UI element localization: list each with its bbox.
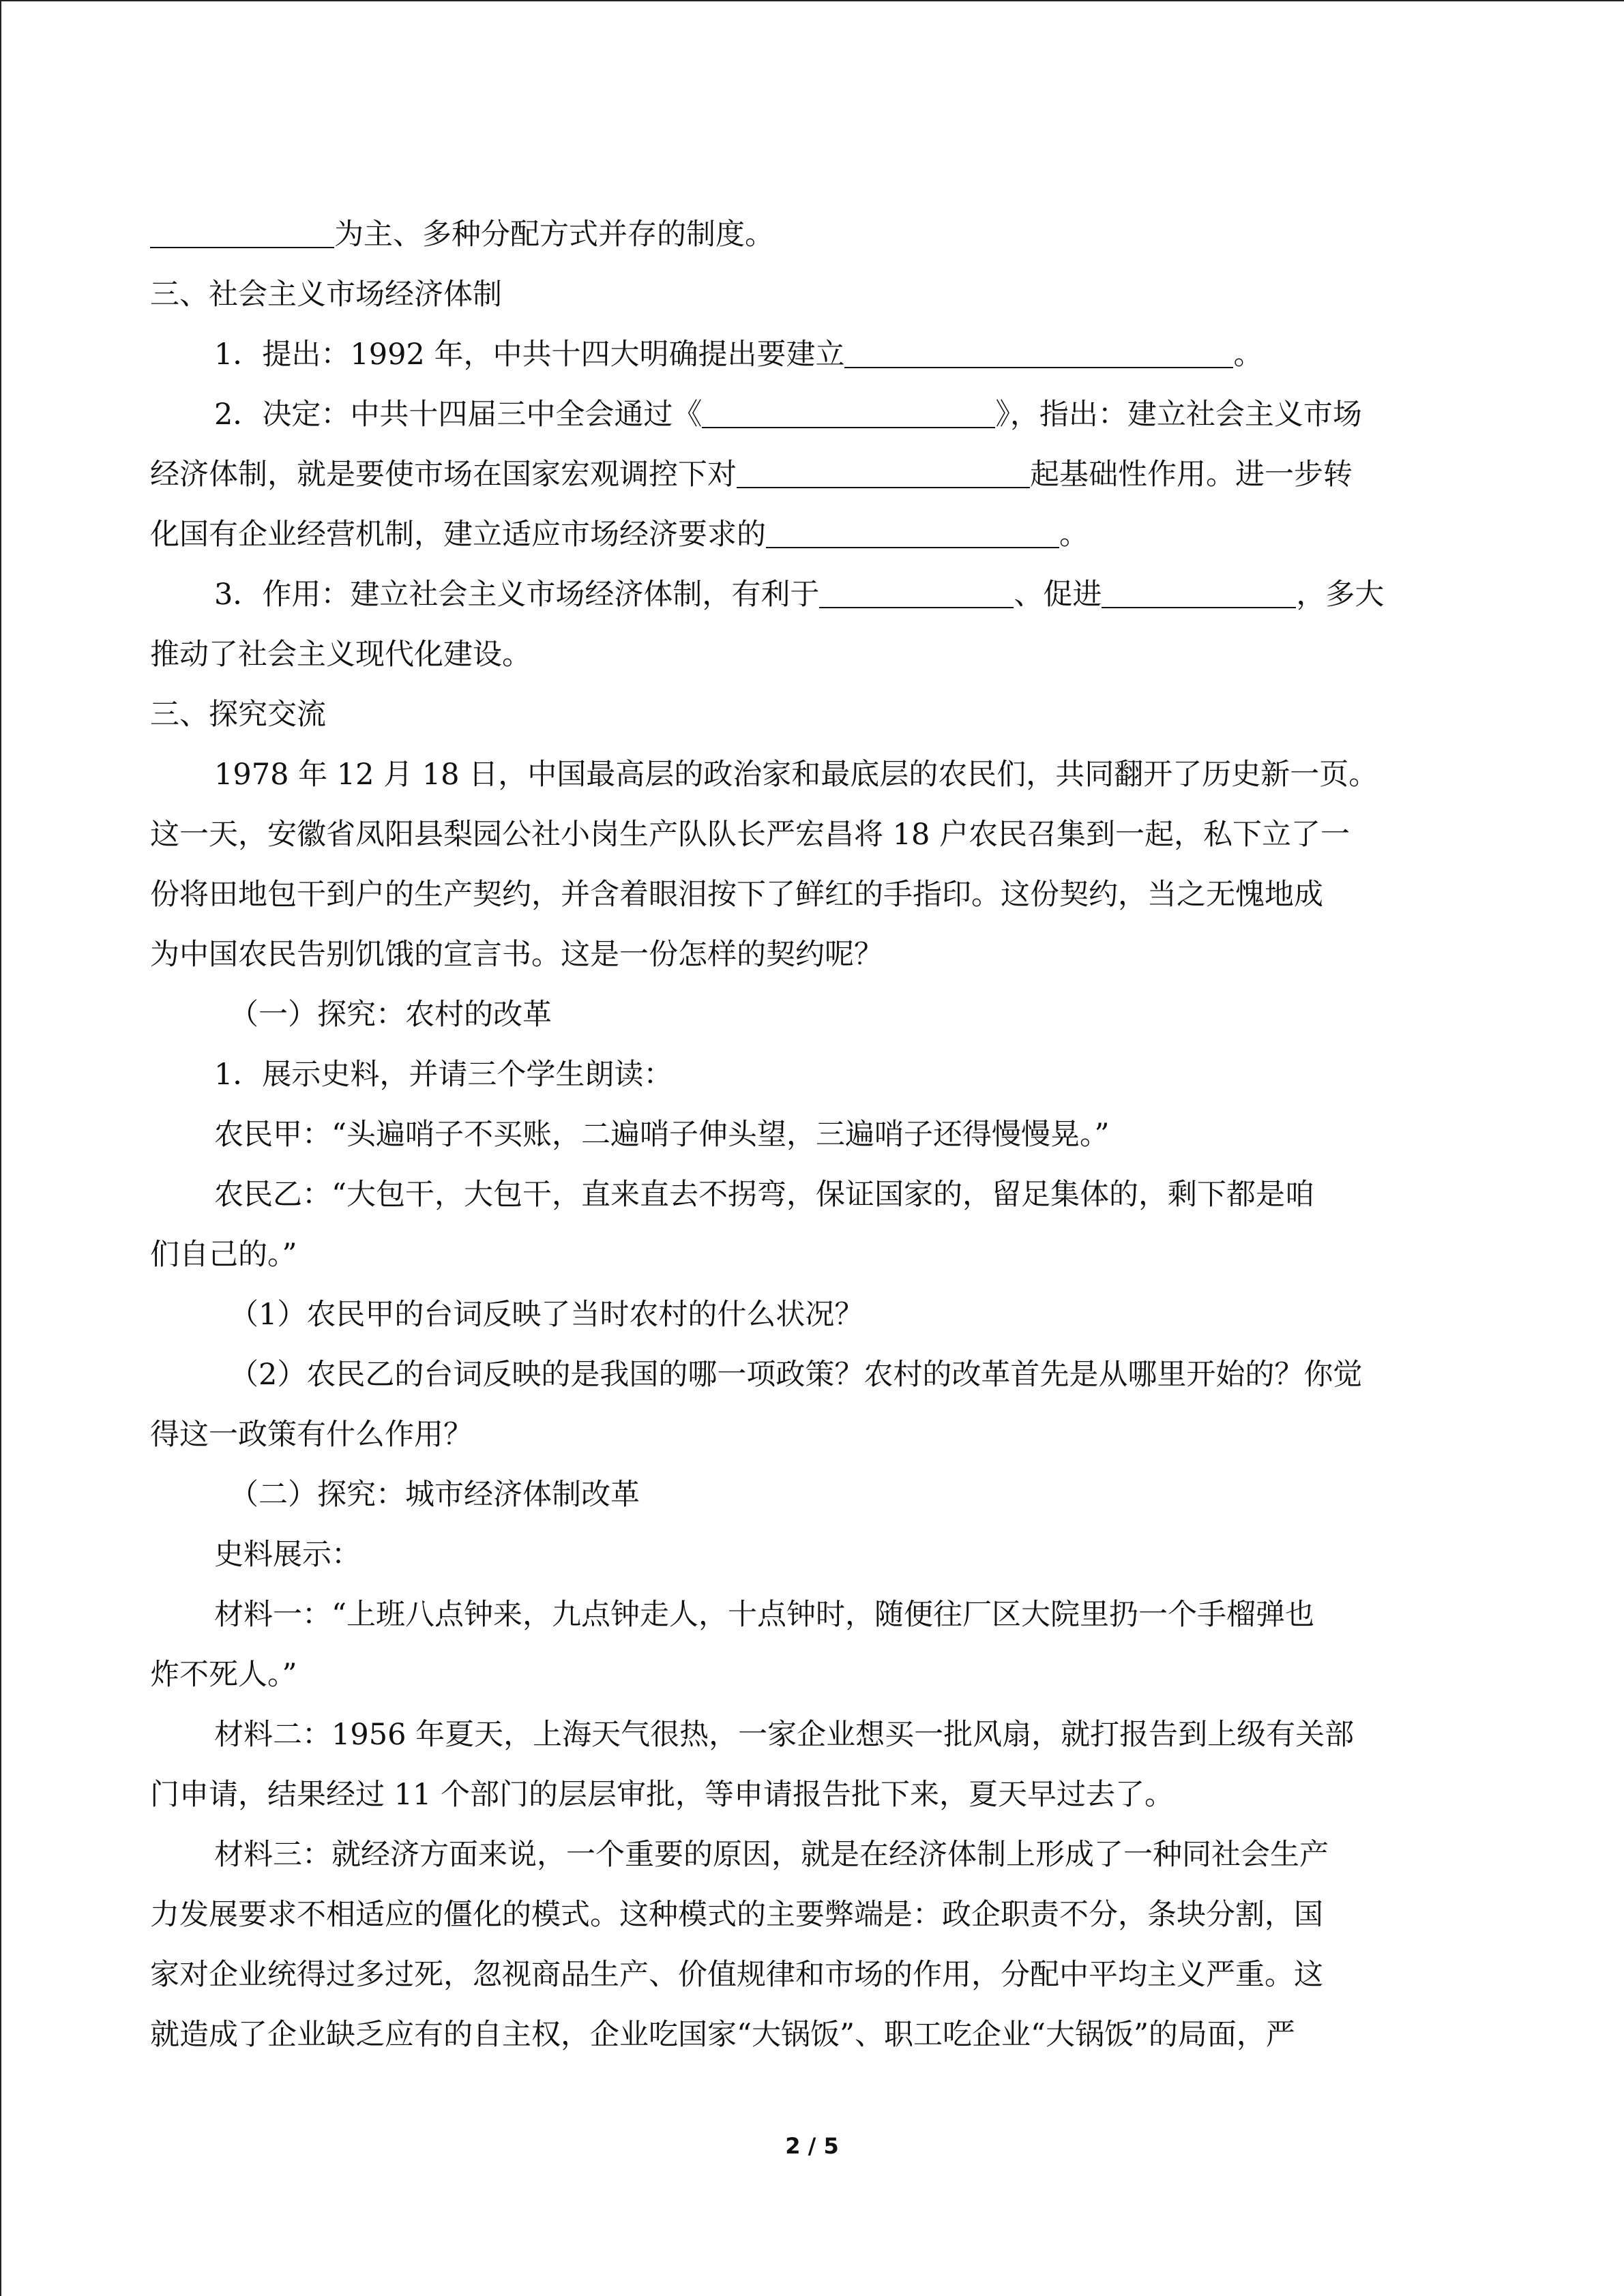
fill-blank[interactable] (737, 460, 1030, 488)
text-line: 1．展示史料，并请三个学生朗读： (214, 1058, 673, 1092)
text-line (150, 565, 1473, 625)
text: 经济体制，就是要使市场在国家宏观调控下对 (150, 458, 737, 492)
fill-blank[interactable] (702, 400, 995, 428)
text-line: 史料展示： (214, 1538, 361, 1572)
section-heading: 三、社会主义市场经济体制 (150, 278, 502, 312)
text: 3．作用：建立社会主义市场经济体制，有利于 (214, 578, 820, 612)
quote-line: 们自己的。” (150, 1238, 297, 1272)
material-line: 门申请，结果经过 11 个部门的层层审批，等申请报告批下来，夏天早过去了。 (150, 1778, 1175, 1812)
text-line (150, 445, 1473, 505)
text-line: 为中国农民告别饥饿的宣言书。这是一份怎样的契约呢？ (150, 938, 883, 972)
fill-blank[interactable] (1102, 580, 1296, 608)
question-line: 得这一政策有什么作用？ (150, 1418, 473, 1452)
text-line: 份将田地包干到户的生产契约，并含着眼泪按下了鲜红的手指印。这份契约，当之无愧地成 (150, 878, 1323, 912)
text-line (150, 325, 1473, 385)
text: 为主、多种分配方式并存的制度。 (334, 218, 774, 252)
text: 化国有企业经营机制，建立适应市场经济要求的 (150, 518, 766, 552)
text: 1．提出：1992 年，中共十四大明确提出要建立 (214, 338, 845, 372)
quote-line: 农民乙：“大包干，大包干，直来直去不拐弯，保证国家的，留足集体的，剩下都是咱 (214, 1178, 1314, 1212)
fill-blank[interactable] (819, 580, 1014, 608)
text-line (150, 505, 1473, 565)
fill-blank[interactable] (766, 520, 1059, 548)
text-line (150, 205, 1473, 265)
question-line: （2）农民乙的台词反映的是我国的哪一项政策？农村的改革首先是从哪里开始的？你觉 (229, 1358, 1363, 1392)
text-line: 1978 年 12 月 18 日，中国最高层的政治家和最底层的农民们，共同翻开了历史新一页。 (214, 758, 1378, 792)
document-body (150, 205, 1473, 2065)
subsection-heading: （一）探究：农村的改革 (229, 998, 552, 1032)
material-line: 家对企业统得过多过死，忽视商品生产、价值规律和市场的作用，分配中平均主义严重。这 (150, 1958, 1323, 1992)
text: 、促进 (1014, 578, 1102, 612)
text-line: 这一天，安徽省凤阳县梨园公社小岗生产队队长严宏昌将 18 户农民召集到一起，私下立了一 (150, 818, 1350, 852)
material-line: 材料一：“上班八点钟来，九点钟走人，十点钟时，随便往厂区大院里扔一个手榴弹也 (214, 1598, 1314, 1632)
section-heading: 三、探究交流 (150, 698, 326, 732)
quote-line: 农民甲：“头遍哨子不买账，二遍哨子伸头望，三遍哨子还得慢慢晃。” (214, 1118, 1110, 1152)
text-line: 推动了社会主义现代化建设。 (150, 638, 531, 672)
fill-blank[interactable] (844, 340, 1233, 368)
question-line: （1）农民甲的台词反映了当时农村的什么状况？ (229, 1298, 864, 1332)
text: ，多大 (1296, 578, 1385, 612)
text: 。 (1233, 338, 1263, 372)
material-line: 材料三：就经济方面来说，一个重要的原因，就是在经济体制上形成了一种同社会生产 (214, 1838, 1329, 1872)
text: 》，指出：建立社会主义市场 (995, 398, 1362, 432)
text: 起基础性作用。进一步转 (1030, 458, 1353, 492)
material-line: 炸不死人。” (150, 1658, 297, 1692)
fill-blank[interactable] (150, 220, 334, 248)
text: 。 (1059, 518, 1089, 552)
material-line: 材料二：1956 年夏天，上海天气很热，一家企业想买一批风扇，就打报告到上级有关部 (214, 1718, 1355, 1752)
text-line (150, 385, 1473, 445)
material-line: 力发展要求不相适应的僵化的模式。这种模式的主要弊端是：政企职责不分，条块分割，国 (150, 1898, 1323, 1932)
text: 2．决定：中共十四届三中全会通过《 (214, 398, 703, 432)
material-line: 就造成了企业缺乏应有的自主权，企业吃国家“大锅饭”、职工吃企业“大锅饭”的局面，严 (150, 2018, 1295, 2052)
subsection-heading: （二）探究：城市经济体制改革 (229, 1478, 640, 1512)
page-number: 2 / 5 (785, 2133, 839, 2159)
